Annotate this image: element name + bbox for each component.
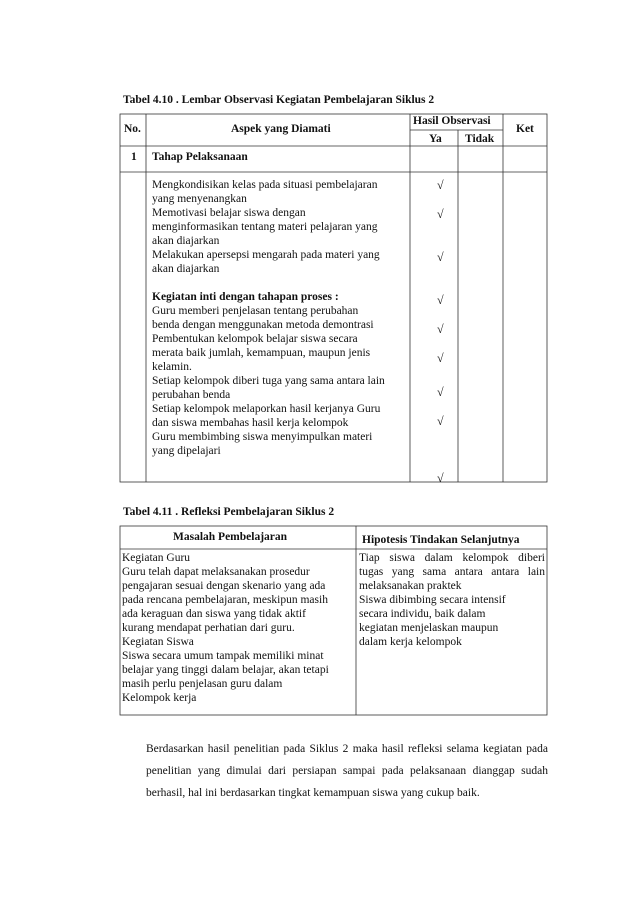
problem-line: belajar yang tinggi dalam belajar, akan tetapi [122, 664, 329, 676]
section-title: Tahap Pelaksanaan [152, 151, 248, 163]
item-line: benda dengan menggunakan metoda demontrasi [152, 319, 374, 331]
hypothesis-line: secara individu, baik dalam [359, 608, 486, 620]
section-number: 1 [131, 151, 137, 163]
item-line: Memotivasi belajar siswa dengan [152, 207, 306, 219]
header-ket: Ket [516, 123, 534, 135]
check-mark: √ [437, 293, 444, 307]
item-line: menginformasikan tentang materi pelajaran yang [152, 221, 378, 233]
item-line: merata baik jumlah, kemampuan, maupun jenis [152, 347, 371, 359]
item-line: yang dipelajari [152, 445, 221, 457]
conclusion-paragraph: Berdasarkan hasil penelitian pada Siklus 2 maka hasil refleksi selama kegiatan pada penelitian yang dimulai dari persiapan sampai pada pelaksanaan dianggap sudah berhasil, hal ini berdasarkan tingkat kemampuan siswa yang cukup baik. [146, 743, 548, 799]
problem-line: ada keraguan dan siswa yang tidak aktif [122, 608, 306, 620]
item-line: kelamin. [152, 361, 192, 373]
hypothesis-line: melaksanakan praktek [359, 580, 462, 592]
problem-line: Kelompok kerja [122, 692, 197, 704]
reflection-hypothesis-cell [359, 551, 545, 649]
check-mark: √ [437, 322, 444, 336]
item-line: Guru membimbing siswa menyimpulkan materi [152, 431, 373, 443]
item-line: Melakukan apersepsi mengarah pada materi yang [152, 249, 380, 261]
header-tidak: Tidak [465, 133, 495, 145]
problem-line: pada rencana pembelajaran, meskipun masih [122, 594, 328, 606]
check-mark: √ [437, 471, 444, 485]
hypothesis-line: Siswa dibimbing secara intensif [359, 594, 506, 606]
problem-line: Siswa secara umum tampak memiliki minat [122, 650, 324, 662]
table1-caption: Tabel 4.10 . Lembar Observasi Kegiatan Pembelajaran Siklus 2 [123, 94, 435, 106]
hypothesis-line: dalam kerja kelompok [359, 636, 462, 648]
item-line: yang menyenangkan [152, 193, 247, 205]
header-ya: Ya [429, 133, 442, 145]
check-mark: √ [437, 207, 444, 221]
observation-items [152, 178, 385, 458]
hypothesis-line: tugas yang sama antara antara lain [359, 566, 545, 578]
header-masalah: Masalah Pembelajaran [173, 531, 288, 543]
item-line: Setiap kelompok diberi tuga yang sama antara lain [152, 375, 385, 387]
check-mark: √ [437, 178, 444, 192]
problem-line: Guru telah dapat melaksanakan prosedur [122, 566, 310, 578]
check-mark: √ [437, 351, 444, 365]
item-line: Guru memberi penjelasan tentang perubahan [152, 305, 359, 317]
header-hasil-observasi: Hasil Observasi [413, 115, 491, 127]
check-mark: √ [437, 414, 444, 428]
header-hipotesis: Hipotesis Tindakan Selanjutnya [362, 534, 520, 546]
item-line: perubahan benda [152, 389, 231, 401]
problem-line: Kegiatan Guru [122, 552, 191, 564]
item-line: dan siswa membahas hasil kerja kelompok [152, 417, 349, 429]
problem-line: masih perlu penjelasan guru dalam [122, 678, 283, 690]
problem-line: pengajaran sesuai dengan skenario yang ada [122, 580, 326, 592]
hypothesis-line: kegiatan menjelaskan maupun [359, 622, 499, 634]
header-aspek: Aspek yang Diamati [231, 123, 331, 135]
problem-line: kurang mendapat perhatian dari guru. [122, 622, 295, 634]
item-line: akan diajarkan [152, 263, 220, 275]
item-line: Mengkondisikan kelas pada situasi pembelajaran [152, 179, 378, 191]
check-mark: √ [437, 385, 444, 399]
check-mark: √ [437, 250, 444, 264]
reflection-problem-cell [122, 551, 329, 705]
item-line: Setiap kelompok melaporkan hasil kerjanya Guru [152, 403, 381, 415]
item-line: Pembentukan kelompok belajar siswa secara [152, 333, 358, 345]
item-line-heading: Kegiatan inti dengan tahapan proses : [152, 291, 339, 303]
table2-caption: Tabel 4.11 . Refleksi Pembelajaran Siklus 2 [123, 506, 335, 518]
problem-line: Kegiatan Siswa [122, 636, 194, 648]
header-no: No. [124, 123, 141, 135]
item-line: akan diajarkan [152, 235, 220, 247]
hypothesis-line: Tiap siswa dalam kelompok diberi [359, 552, 545, 564]
